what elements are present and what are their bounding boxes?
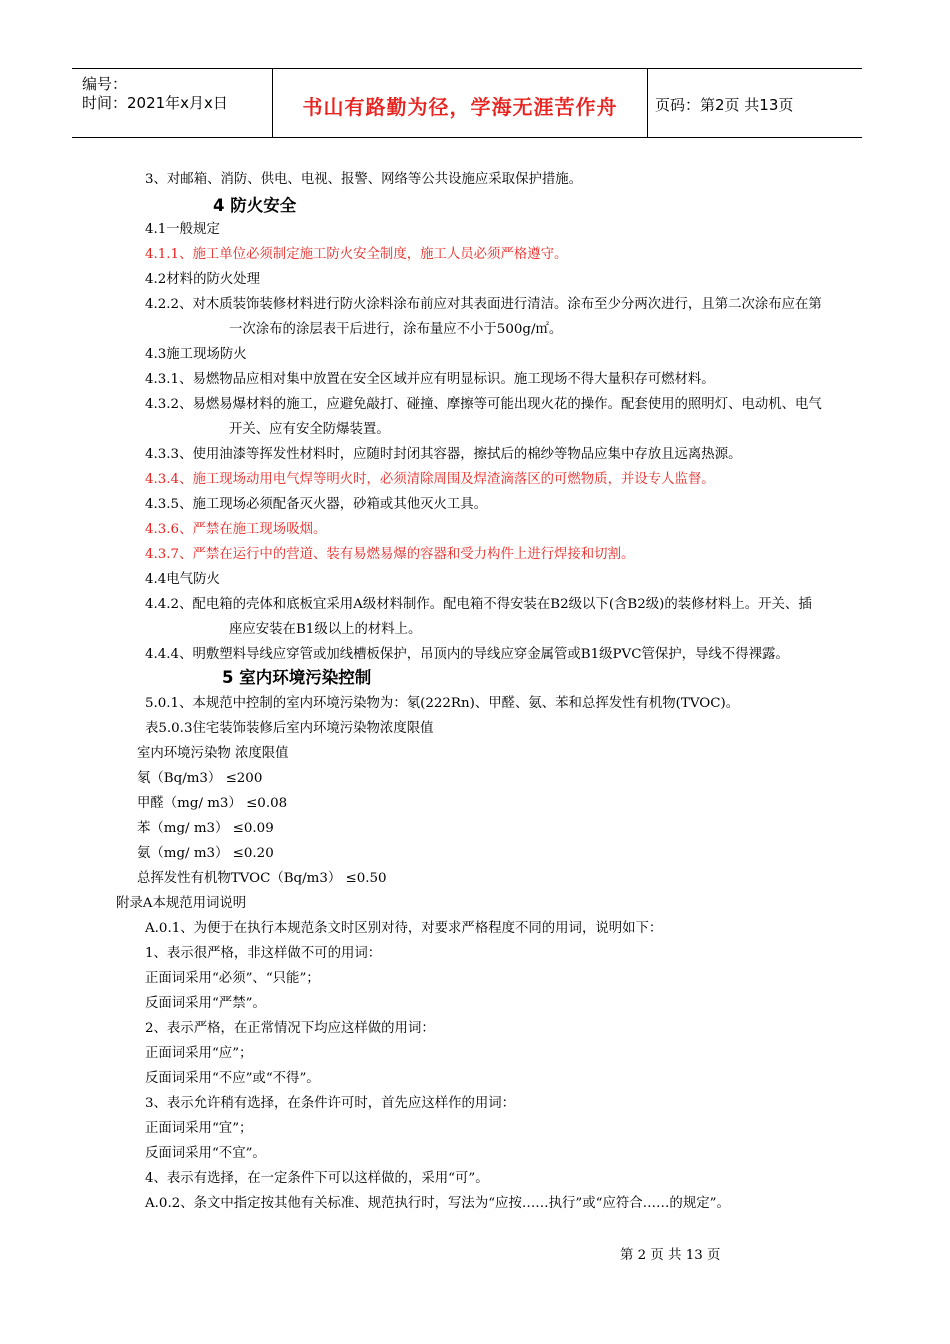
table-row: 总挥发性有机物TVOC（Bq/m3） ≤0.50 <box>137 871 387 886</box>
paragraph-line: 反面词采用“严禁”。 <box>145 996 266 1011</box>
paragraph-line: 4.3.2、易燃易爆材料的施工，应避免敲打、碰撞、摩擦等可能出现火花的操作。配套使用的照明灯、电动机、电气 <box>145 397 822 412</box>
paragraph-line: 4.4.2、配电箱的壳体和底板宜采用A级材料制作。配电箱不得安装在B2级以下(含B2级)的装修材料上。开关、插 <box>145 597 812 612</box>
paragraph-line: A.0.2、条文中指定按其他有关标准、规范执行时，写法为“应按……执行”或“应符合……的规定”。 <box>145 1196 730 1211</box>
paragraph-line-emphasis: 4.3.4、施工现场动用电气焊等明火时，必须清除周围及焊渣滴落区的可燃物质，并设专人监督。 <box>145 472 715 487</box>
paragraph-line: 4.4.4、明敷塑料导线应穿管或加线槽板保护，吊顶内的导线应穿金属管或B1级PVC管保护，导线不得裸露。 <box>145 647 789 662</box>
paragraph-line-continued: 一次涂布的涂层表干后进行，涂布量应不小于500g/㎡。 <box>229 322 563 337</box>
paragraph-line: 正面词采用“应”； <box>145 1046 253 1061</box>
paragraph-line: 4.3.5、施工现场必须配备灭火器，砂箱或其他灭火工具。 <box>145 497 488 512</box>
table-row: 氡（Bq/m3） ≤200 <box>137 771 263 786</box>
page-header <box>72 68 862 138</box>
subsection-heading: 4.2材料的防火处理 <box>145 272 261 287</box>
paragraph-line: 4.2.2、对木质装饰装修材料进行防火涂料涂布前应对其表面进行清洁。涂布至少分两次进行，且第二次涂布应在第 <box>145 297 822 312</box>
header-page-cell <box>647 69 862 137</box>
paragraph-line: 2、表示严格，在正常情况下均应这样做的用词： <box>145 1021 435 1036</box>
paragraph-line-continued: 开关、应有安全防爆装置。 <box>229 422 390 437</box>
paragraph-line: 4、表示有选择，在一定条件下可以这样做的，采用“可”。 <box>145 1171 489 1186</box>
table-header-row: 室内环境污染物 浓度限值 <box>137 746 289 761</box>
subsection-heading: 4.3施工现场防火 <box>145 347 247 362</box>
doc-number-label: 编号： <box>82 75 128 93</box>
paragraph-line: 1、表示很严格，非这样做不可的用词： <box>145 946 382 961</box>
appendix-heading: 附录A本规范用词说明 <box>116 896 247 911</box>
table-row: 氨（mg/ m3） ≤0.20 <box>137 846 274 861</box>
section-heading-4: 4 防火安全 <box>213 196 297 215</box>
paragraph-line: 正面词采用“宜”； <box>145 1121 253 1136</box>
header-motto-cell <box>272 69 648 137</box>
paragraph-line: 4.3.3、使用油漆等挥发性材料时，应随时封闭其容器，擦拭后的棉纱等物品应集中存放且远离热源。 <box>145 447 742 462</box>
section-heading-5: 5 室内环境污染控制 <box>222 668 372 687</box>
paragraph-line-emphasis: 4.1.1、施工单位必须制定施工防火安全制度，施工人员必须严格遵守。 <box>145 247 568 262</box>
paragraph-line: 反面词采用“不宜”。 <box>145 1146 266 1161</box>
paragraph-line: 5.0.1、本规范中控制的室内环境污染物为：氡(222Rn)、甲醛、氨、苯和总挥发性有机物(TVOC)。 <box>145 696 740 711</box>
paragraph-line: A.0.1、为便于在执行本规范条文时区别对待，对要求严格程度不同的用词，说明如下： <box>145 921 663 936</box>
doc-time-label: 时间：2021年x月x日 <box>82 94 228 112</box>
subsection-heading: 4.4电气防火 <box>145 572 220 587</box>
paragraph-line: 3、对邮箱、消防、供电、电视、报警、网络等公共设施应采取保护措施。 <box>145 172 583 187</box>
subsection-heading: 4.1一般规定 <box>145 222 220 237</box>
paragraph-line: 正面词采用“必须”、“只能”； <box>145 971 320 986</box>
paragraph-line-emphasis: 4.3.6、严禁在施工现场吸烟。 <box>145 522 327 537</box>
header-motto: 书山有路勤为径，学海无涯苦作舟 <box>302 95 618 119</box>
table-row: 苯（mg/ m3） ≤0.09 <box>137 821 274 836</box>
paragraph-line: 3、表示允许稍有选择，在条件许可时，首先应这样作的用词： <box>145 1096 516 1111</box>
page-footer: 第 2 页 共 13 页 <box>620 1248 721 1263</box>
table-caption: 表5.0.3住宅装饰装修后室内环境污染物浓度限值 <box>145 721 434 736</box>
paragraph-line: 反面词采用“不应”或“不得”。 <box>145 1071 320 1086</box>
paragraph-line-emphasis: 4.3.7、严禁在运行中的营道、装有易燃易爆的容器和受力构件上进行焊接和切割。 <box>145 547 635 562</box>
header-page-label: 页码：第2页 共13页 <box>655 96 794 114</box>
table-row: 甲醛（mg/ m3） ≤0.08 <box>137 796 288 811</box>
paragraph-line: 4.3.1、易燃物品应相对集中放置在安全区域并应有明显标识。施工现场不得大量积存可燃材料。 <box>145 372 715 387</box>
paragraph-line-continued: 座应安装在B1级以上的材料上。 <box>229 622 422 637</box>
header-meta-cell <box>72 69 272 137</box>
